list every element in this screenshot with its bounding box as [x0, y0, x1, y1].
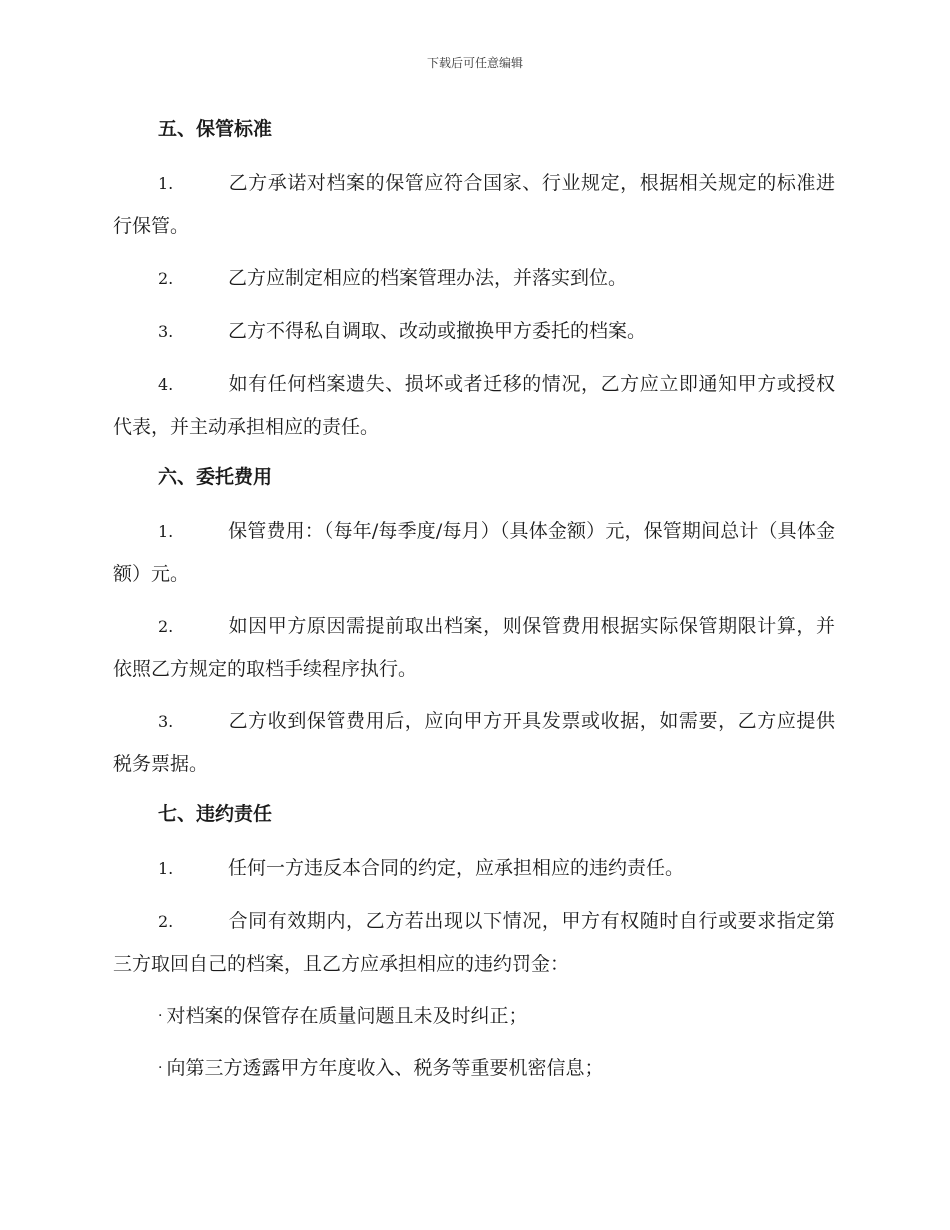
bullet-item — [113, 1047, 835, 1089]
document-body — [113, 110, 835, 1099]
clause-text: 如因甲方原因需提前取出档案，则保管费用根据实际保管期限计算，并依照乙方规定的取档手续程序执行。 — [113, 615, 835, 680]
clause-item — [113, 900, 835, 985]
bullet-mark: · — [158, 1008, 163, 1024]
clause-item — [113, 510, 835, 595]
clause-number: 3. — [158, 712, 174, 731]
clause-item — [113, 605, 835, 690]
section-heading: 七、违约责任 — [158, 803, 273, 825]
clause-number: 1. — [158, 522, 174, 541]
bullet-text: 对档案的保管存在质量问题且未及时纠正； — [166, 1005, 528, 1027]
clause-item — [113, 363, 835, 448]
bullet-item — [113, 995, 835, 1037]
clause-item — [113, 162, 835, 247]
clause-number: 4. — [158, 375, 174, 394]
section-heading: 六、委托费用 — [158, 466, 273, 488]
clause-text: 乙方应制定相应的档案管理办法，并落实到位。 — [228, 267, 628, 289]
clause-item — [113, 700, 835, 785]
clause-item — [113, 257, 835, 300]
clause-number: 2. — [158, 269, 174, 288]
clause-text: 乙方承诺对档案的保管应符合国家、行业规定，根据相关规定的标准进行保管。 — [113, 172, 835, 237]
clause-text: 乙方不得私自调取、改动或撤换甲方委托的档案。 — [228, 320, 647, 342]
clause-number: 2. — [158, 617, 174, 636]
clause-text: 乙方收到保管费用后，应向甲方开具发票或收据，如需要，乙方应提供税务票据。 — [113, 710, 835, 775]
clause-item — [113, 847, 835, 890]
clause-item — [113, 310, 835, 353]
clause-number: 2. — [158, 912, 174, 931]
section-heading: 五、保管标准 — [158, 118, 273, 140]
clause-text: 任何一方违反本合同的约定，应承担相应的违约责任。 — [228, 857, 685, 879]
clause-text: 合同有效期内，乙方若出现以下情况，甲方有权随时自行或要求指定第三方取回自己的档案，且乙方应承担相应的违约罚金： — [113, 910, 835, 975]
bullet-text: 向第三方透露甲方年度收入、税务等重要机密信息； — [166, 1057, 604, 1079]
page-header-note: 下载后可任意编辑 — [426, 56, 523, 70]
clause-number: 1. — [158, 859, 174, 878]
clause-text: 保管费用：（每年/每季度/每月）（具体金额）元，保管期间总计（具体金额）元。 — [113, 520, 835, 585]
clause-number: 3. — [158, 322, 174, 341]
clause-number: 1. — [158, 174, 174, 193]
clause-text: 如有任何档案遗失、损坏或者迁移的情况，乙方应立即通知甲方或授权代表，并主动承担相应的责任。 — [113, 373, 835, 438]
bullet-mark: · — [158, 1060, 163, 1076]
